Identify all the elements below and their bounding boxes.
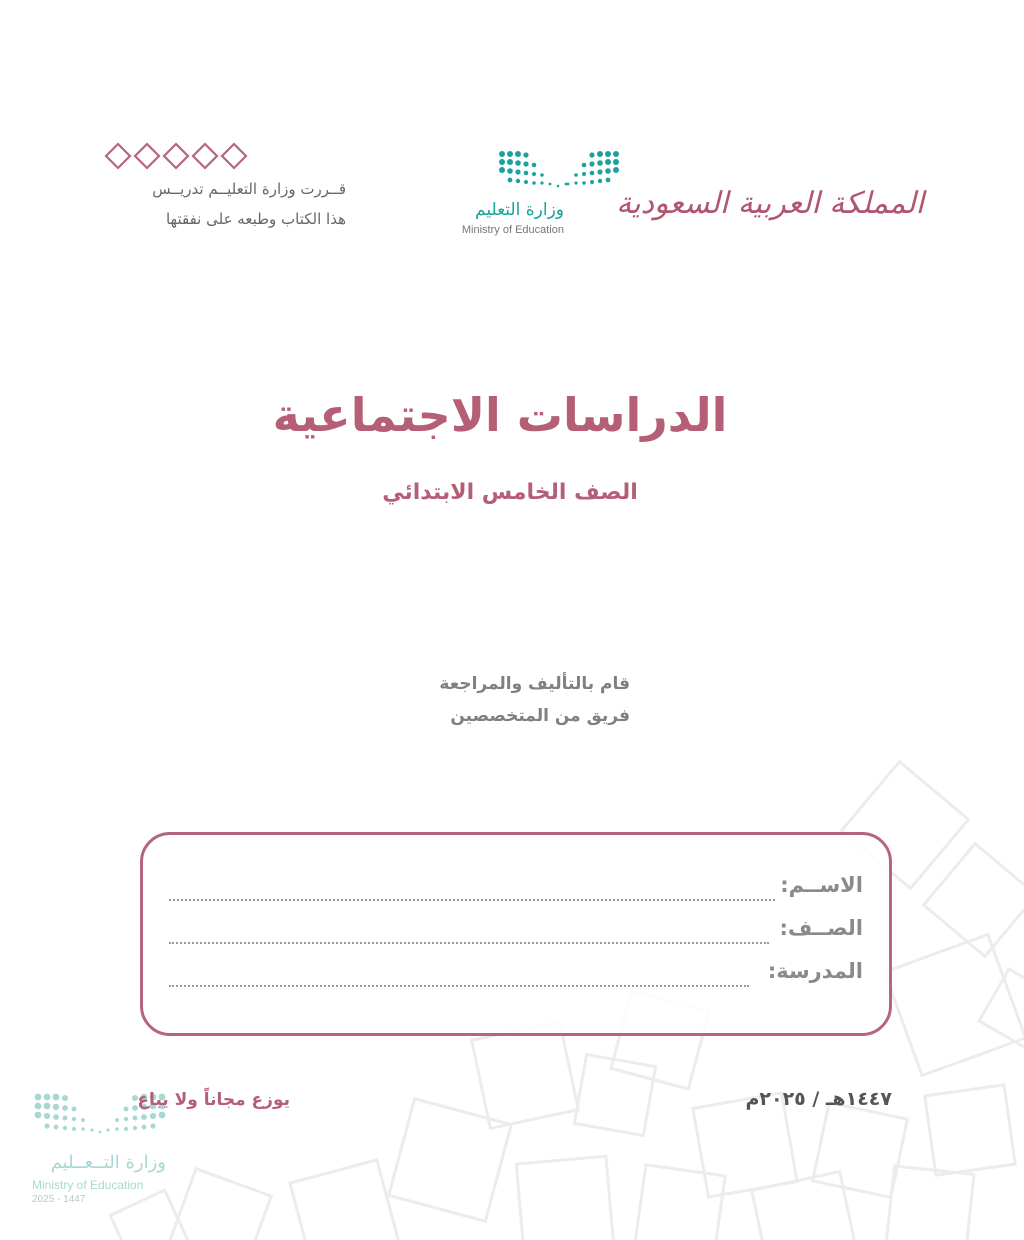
class-label: الصــف: — [779, 916, 863, 940]
approval-line-1: قــررت وزارة التعليــم تدريــس — [152, 180, 346, 198]
ministry-dots-icon — [498, 150, 620, 194]
credits-line-1: قام بالتأليف والمراجعة — [439, 674, 630, 694]
ministry-name-ar: وزارة التعليم — [475, 200, 564, 220]
name-row — [169, 873, 863, 907]
name-field[interactable] — [169, 899, 775, 901]
ministry-name-en: Ministry of Education — [461, 224, 564, 236]
student-info-box — [140, 832, 892, 1036]
credits-line-2: فريق من المتخصصين — [450, 706, 630, 726]
ministry-years: 2025 - 1447 — [32, 1194, 86, 1205]
class-field[interactable] — [169, 942, 769, 944]
kingdom-logo: المملكة العربية السعودية — [616, 186, 924, 221]
class-row — [169, 916, 863, 950]
free-distribution-note: يوزع مجاناً ولا يباع — [137, 1090, 290, 1110]
name-label: الاســم: — [780, 873, 863, 897]
school-row — [169, 959, 863, 993]
school-label: المدرسة: — [767, 959, 863, 983]
diamonds-icon — [104, 142, 248, 170]
book-title: الدراسات الاجتماعية — [272, 388, 728, 442]
ministry-name-ar-bottom: وزارة التــعــليم — [50, 1152, 166, 1173]
book-subtitle: الصف الخامس الابتدائي — [382, 480, 638, 505]
edition-year: ١٤٤٧هـ / ٢٠٢٥م — [745, 1088, 892, 1110]
ministry-logo-top — [432, 146, 632, 246]
ministry-name-en-bottom: Ministry of Education — [32, 1178, 144, 1192]
approval-line-2: هذا الكتاب وطبعه على نفقتها — [165, 210, 346, 228]
school-field[interactable] — [169, 985, 749, 987]
